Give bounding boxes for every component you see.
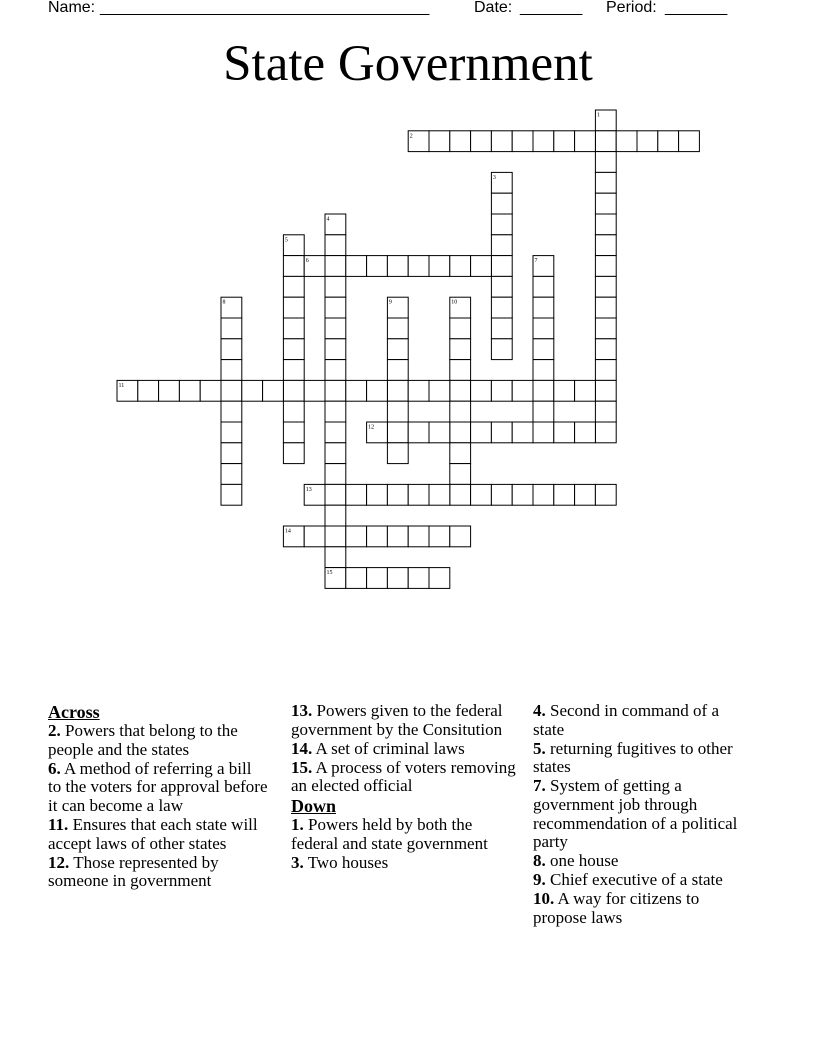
clue-down-4	[533, 702, 753, 739]
crossword-cell[interactable]	[471, 380, 492, 401]
crossword-cell[interactable]	[533, 131, 554, 152]
crossword-cell[interactable]	[408, 422, 429, 443]
crossword-cell[interactable]	[325, 235, 346, 256]
cell-number-1: 1	[596, 112, 600, 119]
crossword-cell[interactable]	[346, 526, 367, 547]
clue-number: 10.	[533, 889, 555, 909]
crossword-cell[interactable]	[512, 422, 533, 443]
crossword-cell[interactable]	[450, 318, 471, 339]
crossword-cell[interactable]	[554, 380, 575, 401]
clue-number: 2.	[48, 721, 61, 740]
crossword-cell[interactable]	[575, 484, 596, 505]
crossword-cell[interactable]	[554, 422, 575, 443]
crossword-cell[interactable]	[491, 276, 512, 297]
crossword-cell[interactable]	[221, 360, 242, 381]
name-label: Name:	[48, 0, 100, 16]
crossword-cell[interactable]	[491, 256, 512, 277]
crossword-cell[interactable]	[450, 464, 471, 485]
clue-text: one house	[545, 851, 619, 871]
clue-down-1	[291, 816, 523, 853]
crossword-cell[interactable]	[325, 422, 346, 443]
crossword-cell[interactable]	[387, 526, 408, 547]
clue-number: 8.	[533, 851, 546, 871]
crossword-cell[interactable]	[408, 380, 429, 401]
crossword-cell[interactable]	[325, 526, 346, 547]
crossword-cell[interactable]	[471, 484, 492, 505]
crossword-cell[interactable]	[283, 297, 304, 318]
crossword-cell[interactable]	[408, 568, 429, 589]
crossword-cell[interactable]	[450, 401, 471, 422]
clues-column-2	[291, 702, 523, 873]
crossword-cell[interactable]	[408, 256, 429, 277]
cell-number-2: 2	[409, 133, 413, 140]
name-blank: _____________________________________	[100, 0, 430, 16]
crossword-cell[interactable]	[595, 422, 616, 443]
crossword-cell[interactable]	[533, 339, 554, 360]
crossword-cell[interactable]	[325, 547, 346, 568]
cell-number-6: 6	[305, 258, 309, 265]
crossword-cell[interactable]	[450, 380, 471, 401]
crossword-cell[interactable]	[325, 505, 346, 526]
crossword-cell[interactable]	[221, 339, 242, 360]
crossword-cell[interactable]	[283, 276, 304, 297]
crossword-cell[interactable]	[221, 318, 242, 339]
crossword-cell[interactable]	[450, 422, 471, 443]
clue-across-11	[48, 816, 268, 853]
crossword-cell[interactable]	[346, 484, 367, 505]
crossword-cell[interactable]	[283, 318, 304, 339]
crossword-cell[interactable]	[595, 172, 616, 193]
crossword-cell[interactable]	[554, 131, 575, 152]
crossword-cell[interactable]	[595, 318, 616, 339]
clue-number: 5.	[533, 738, 546, 758]
clue-text: Powers that belong to the people and the states	[48, 721, 238, 759]
crossword-cell[interactable]	[283, 339, 304, 360]
crossword-cell[interactable]	[595, 401, 616, 422]
crossword-cell[interactable]	[491, 484, 512, 505]
clue-across-6	[48, 760, 268, 816]
crossword-cell[interactable]	[221, 464, 242, 485]
crossword-cell[interactable]	[595, 256, 616, 277]
crossword-cell[interactable]	[658, 131, 679, 152]
crossword-cell[interactable]	[325, 380, 346, 401]
crossword-cell[interactable]	[637, 131, 658, 152]
clue-down-9	[533, 871, 753, 890]
crossword-cell[interactable]	[367, 484, 388, 505]
crossword-cell[interactable]	[595, 276, 616, 297]
crossword-cell[interactable]	[491, 235, 512, 256]
crossword-cell[interactable]	[429, 256, 450, 277]
date-label: Date:	[474, 0, 517, 16]
crossword-cell[interactable]	[242, 380, 263, 401]
clue-number: 4.	[533, 701, 546, 720]
clue-across-14	[291, 740, 523, 759]
crossword-cell[interactable]	[283, 380, 304, 401]
crossword-cell[interactable]	[512, 484, 533, 505]
crossword-cell[interactable]	[595, 484, 616, 505]
cell-number-15: 15	[326, 570, 333, 577]
crossword-cell[interactable]	[450, 339, 471, 360]
crossword-cell[interactable]	[429, 484, 450, 505]
crossword-cell[interactable]	[221, 443, 242, 464]
cell-number-3: 3	[492, 174, 496, 181]
crossword-cell[interactable]	[491, 214, 512, 235]
crossword-cell[interactable]	[387, 568, 408, 589]
crossword-cell[interactable]	[387, 443, 408, 464]
cell-number-14: 14	[284, 528, 291, 535]
crossword-cell[interactable]	[450, 443, 471, 464]
crossword-cell[interactable]	[325, 256, 346, 277]
crossword-cell[interactable]	[325, 443, 346, 464]
crossword-cell[interactable]	[325, 297, 346, 318]
crossword-cell[interactable]	[595, 380, 616, 401]
clues-column-3	[533, 702, 753, 928]
crossword-cell[interactable]	[325, 464, 346, 485]
crossword-cell[interactable]	[387, 256, 408, 277]
clue-number: 12.	[48, 852, 70, 872]
crossword-cell[interactable]	[283, 401, 304, 422]
clue-number: 9.	[533, 870, 546, 890]
clue-text: A method of referring a bill to the voters for approval before it can become a law	[48, 758, 268, 815]
clue-text: Two houses	[303, 853, 389, 873]
crossword-cell[interactable]	[429, 131, 450, 152]
crossword-cell[interactable]	[450, 360, 471, 381]
crossword-cell[interactable]	[408, 484, 429, 505]
cell-number-4: 4	[326, 216, 330, 223]
crossword-cell[interactable]	[471, 256, 492, 277]
down-heading: Down	[291, 796, 337, 817]
crossword-cell[interactable]	[595, 235, 616, 256]
clue-text: A way for citizens to propose laws	[533, 889, 700, 928]
period-blank: _______	[665, 0, 728, 16]
crossword-cell[interactable]	[263, 380, 284, 401]
crossword-cell[interactable]	[616, 131, 637, 152]
clue-number: 6.	[48, 758, 61, 778]
crossword-cell[interactable]	[429, 422, 450, 443]
crossword-cell[interactable]	[595, 152, 616, 173]
clue-down-5	[533, 740, 753, 777]
crossword-cell[interactable]	[429, 380, 450, 401]
clue-text: Second in command of a state	[533, 701, 720, 739]
crossword-cell[interactable]	[533, 401, 554, 422]
crossword-cell[interactable]	[595, 214, 616, 235]
crossword-cell[interactable]	[533, 484, 554, 505]
crossword-cell[interactable]	[221, 401, 242, 422]
crossword-cell[interactable]	[512, 131, 533, 152]
cell-number-5: 5	[284, 237, 288, 244]
cell-number-7: 7	[534, 258, 538, 265]
crossword-cell[interactable]	[221, 422, 242, 443]
crossword-cell[interactable]	[595, 297, 616, 318]
crossword-cell[interactable]	[179, 380, 200, 401]
crossword-cell[interactable]	[491, 297, 512, 318]
crossword-cell[interactable]	[200, 380, 221, 401]
clue-across-13	[291, 702, 523, 739]
clue-text: Powers given to the federal government by the Consitution	[291, 701, 503, 739]
crossword-cell[interactable]	[408, 526, 429, 547]
crossword-cell[interactable]	[533, 422, 554, 443]
crossword-cell[interactable]	[159, 380, 180, 401]
clue-down-7	[533, 777, 753, 851]
crossword-cell[interactable]	[512, 380, 533, 401]
crossword-cell[interactable]	[283, 443, 304, 464]
clue-across-2	[48, 722, 268, 759]
clue-number: 15.	[291, 757, 313, 777]
crossword-cell[interactable]	[367, 568, 388, 589]
clue-text: Ensures that each state will accept laws of other states	[48, 814, 258, 853]
crossword-cell[interactable]	[387, 339, 408, 360]
crossword-cell[interactable]	[533, 318, 554, 339]
clue-number: 11.	[48, 814, 69, 834]
cell-number-9: 9	[388, 299, 392, 306]
crossword-cell[interactable]	[450, 484, 471, 505]
crossword-cell[interactable]	[325, 484, 346, 505]
crossword-cell[interactable]	[595, 339, 616, 360]
clues-column-1	[48, 702, 268, 891]
crossword-cell[interactable]	[346, 380, 367, 401]
crossword-cell[interactable]	[387, 401, 408, 422]
crossword-cell[interactable]	[575, 380, 596, 401]
crossword-cell[interactable]	[491, 131, 512, 152]
crossword-cell[interactable]	[429, 568, 450, 589]
crossword-cell[interactable]	[283, 256, 304, 277]
crossword-cell[interactable]	[367, 380, 388, 401]
clue-down-3	[291, 854, 523, 873]
crossword-cell[interactable]	[325, 318, 346, 339]
clue-text: A process of voters removing an elected official	[291, 757, 516, 796]
crossword-cell[interactable]	[533, 380, 554, 401]
crossword-cell[interactable]	[450, 131, 471, 152]
crossword-cell[interactable]	[346, 256, 367, 277]
crossword-cell[interactable]	[595, 193, 616, 214]
crossword-cell[interactable]	[367, 256, 388, 277]
crossword-cell[interactable]	[533, 360, 554, 381]
clue-text: A set of criminal laws	[312, 738, 465, 758]
crossword-cell[interactable]	[304, 380, 325, 401]
date-blank: _______	[520, 0, 583, 16]
crossword-cell[interactable]	[138, 380, 159, 401]
crossword-cell[interactable]	[325, 401, 346, 422]
clue-number: 1.	[291, 815, 304, 835]
crossword-cell[interactable]	[283, 360, 304, 381]
crossword-cell[interactable]	[575, 422, 596, 443]
clue-down-10	[533, 890, 753, 927]
crossword-cell[interactable]	[304, 526, 325, 547]
cell-number-10: 10	[451, 299, 458, 306]
crossword-cell[interactable]	[533, 276, 554, 297]
crossword-cell[interactable]	[533, 297, 554, 318]
crossword-cell[interactable]	[679, 131, 700, 152]
crossword-cell[interactable]	[325, 360, 346, 381]
crossword-cell[interactable]	[595, 360, 616, 381]
crossword-cell[interactable]	[325, 276, 346, 297]
crossword-cell[interactable]	[471, 422, 492, 443]
crossword-cell[interactable]	[471, 131, 492, 152]
crossword-cell[interactable]	[387, 422, 408, 443]
crossword-cell[interactable]	[450, 526, 471, 547]
crossword-cell[interactable]	[221, 380, 242, 401]
crossword-cell[interactable]	[575, 131, 596, 152]
crossword-cell[interactable]	[429, 526, 450, 547]
crossword-cell[interactable]	[491, 422, 512, 443]
clue-down-8	[533, 852, 753, 871]
period-label: Period:	[606, 0, 662, 16]
clue-across-12	[48, 854, 268, 891]
cell-number-13: 13	[305, 486, 312, 493]
crossword-cell[interactable]	[387, 318, 408, 339]
clue-text: Chief executive of a state	[545, 870, 723, 890]
clue-text: Powers held by both the federal and state government	[291, 815, 488, 854]
cell-number-8: 8	[222, 299, 226, 306]
across-heading: Across	[48, 702, 100, 722]
clue-number: 13.	[291, 701, 313, 720]
clue-number: 14.	[291, 738, 313, 758]
crossword-cell[interactable]	[554, 484, 575, 505]
crossword-cell[interactable]	[367, 526, 388, 547]
crossword-cell[interactable]	[387, 360, 408, 381]
page-title: State Government	[223, 36, 593, 92]
crossword-cell[interactable]	[491, 193, 512, 214]
crossword-cell[interactable]	[491, 380, 512, 401]
crossword-cell[interactable]	[491, 318, 512, 339]
clue-number: 7.	[533, 776, 546, 796]
crossword-cell[interactable]	[221, 484, 242, 505]
crossword-cell[interactable]	[283, 422, 304, 443]
crossword-cell[interactable]	[595, 131, 616, 152]
clue-number: 3.	[291, 853, 304, 873]
clue-text: System of getting a government job through recommendation of a political party	[533, 776, 738, 852]
clue-text: Those represented by someone in government	[48, 852, 219, 891]
crossword-cell[interactable]	[491, 339, 512, 360]
clue-across-15	[291, 759, 523, 796]
crossword-cell[interactable]	[450, 256, 471, 277]
crossword-cell[interactable]	[387, 484, 408, 505]
crossword-cell[interactable]	[325, 339, 346, 360]
clue-text: returning fugitives to other states	[533, 738, 733, 777]
cell-number-12: 12	[368, 424, 375, 431]
crossword-cell[interactable]	[387, 380, 408, 401]
cell-number-11: 11	[118, 382, 125, 389]
crossword-cell[interactable]	[346, 568, 367, 589]
